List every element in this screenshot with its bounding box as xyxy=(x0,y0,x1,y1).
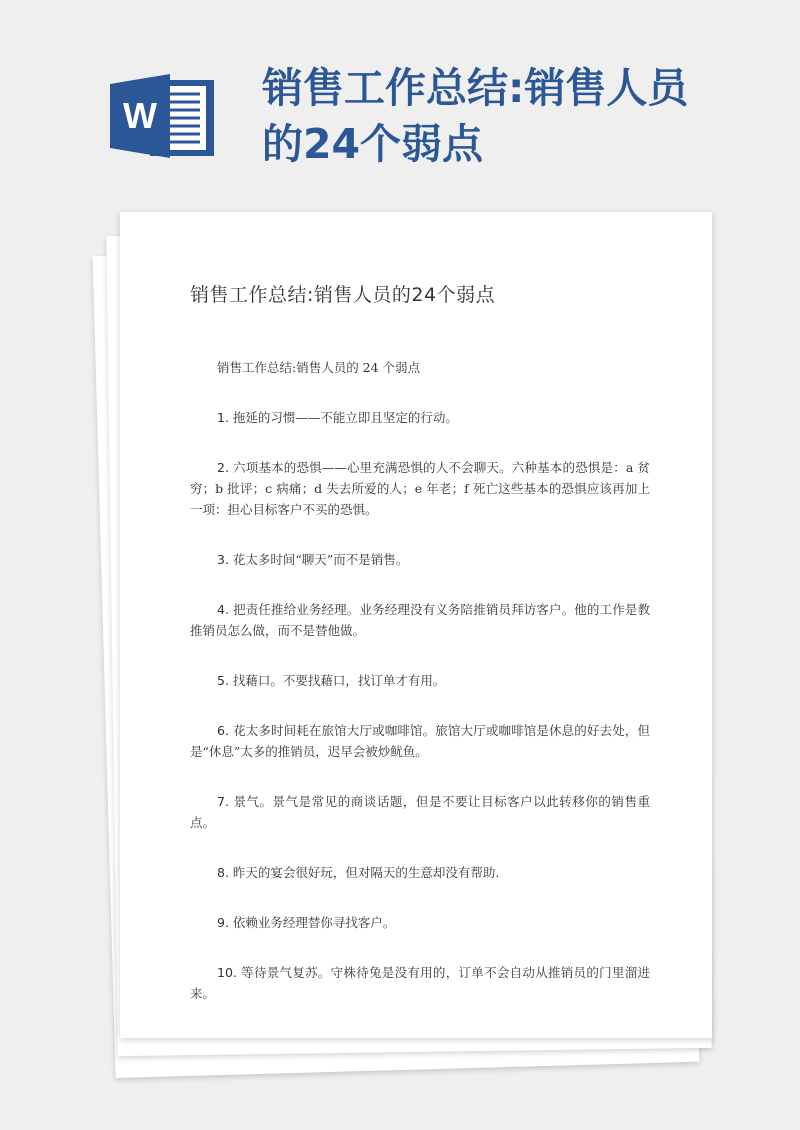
list-item-text: 景气。景气是常见的商谈话题，但是不要让目标客户以此转移你的销售重点。 xyxy=(190,794,650,830)
list-item-number: 10. xyxy=(217,965,237,980)
list-item xyxy=(190,862,650,883)
list-item-number: 9. xyxy=(217,915,229,930)
list-item-text: 等待景气复苏。守株待兔是没有用的，订单不会自动从推销员的门里溜进来。 xyxy=(190,965,650,1001)
list-item xyxy=(190,549,650,570)
list-item-text: 昨天的宴会很好玩，但对隔天的生意却没有帮助. xyxy=(232,865,500,880)
document-body xyxy=(190,280,650,1033)
weakness-list xyxy=(190,407,650,1004)
list-item-number: 4. xyxy=(217,602,229,617)
list-item-text: 依赖业务经理替你寻找客户。 xyxy=(232,915,396,930)
list-item xyxy=(190,912,650,933)
list-item-text: 花太多时间耗在旅馆大厅或咖啡馆。旅馆大厅或咖啡馆是休息的好去处，但是“休息”太多的推销员，迟早会被炒鱿鱼。 xyxy=(190,723,650,759)
list-item xyxy=(190,791,650,833)
list-item-number: 6. xyxy=(217,723,229,738)
list-item-number: 7. xyxy=(217,794,229,809)
list-item-text: 把责任推给业务经理。业务经理没有义务陪推销员拜访客户。他的工作是教推销员怎么做，而不是替他做。 xyxy=(190,602,650,638)
list-item-number: 1. xyxy=(217,410,229,425)
list-item xyxy=(190,599,650,641)
list-item-number: 5. xyxy=(217,673,229,688)
list-item xyxy=(190,720,650,762)
list-item-text: 找藉口。不要找藉口，找订单才有用。 xyxy=(232,673,446,688)
list-item xyxy=(190,407,650,428)
list-item xyxy=(190,962,650,1004)
page-title: 销售工作总结:销售人员的24个弱点 xyxy=(262,64,689,168)
list-item xyxy=(190,457,650,520)
document-subtitle: 销售工作总结:销售人员的 24 个弱点 xyxy=(217,360,421,375)
list-item-text: 拖延的习惯——不能立即且坚定的行动。 xyxy=(232,410,458,425)
list-item xyxy=(190,670,650,691)
list-item-text: 花太多时间“聊天”而不是销售。 xyxy=(232,552,409,567)
word-icon-letter: W xyxy=(123,95,157,136)
list-item-number: 3. xyxy=(217,552,229,567)
word-document-icon xyxy=(110,72,214,160)
document-title: 销售工作总结:销售人员的24个弱点 xyxy=(190,284,496,306)
list-item-number: 8. xyxy=(217,865,229,880)
list-item-number: 2. xyxy=(217,460,229,475)
list-item-text: 六项基本的恐惧——心里充满恐惧的人不会聊天。六种基本的恐惧是：a 贫穷；b 批评；c 病痛；d 失去所爱的人；e 年老；f 死亡这些基本的恐惧应该再加上一项：担心目标客户不买的恐惧。 xyxy=(190,460,650,517)
